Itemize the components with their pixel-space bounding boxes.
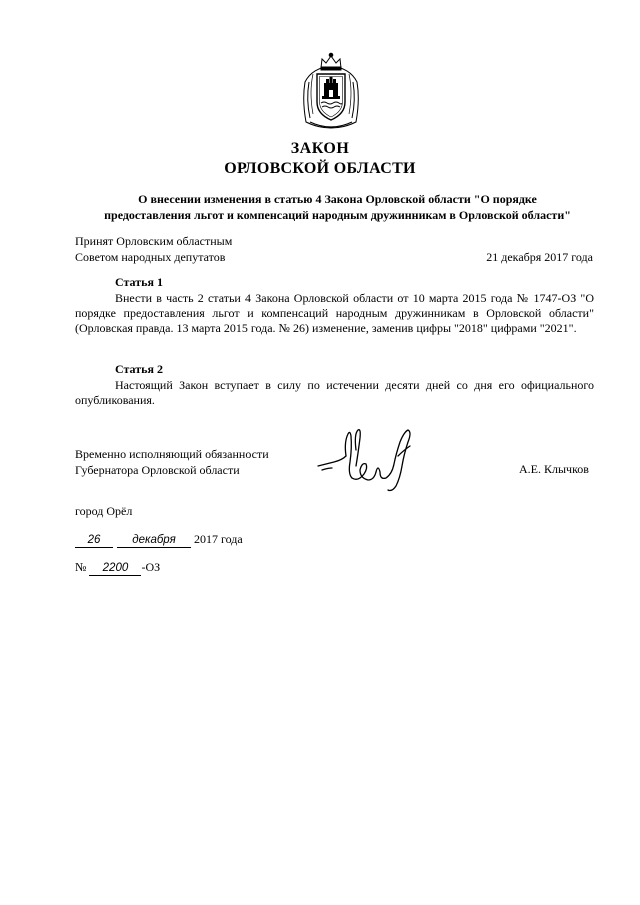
article-1-body: Внести в часть 2 статьи 4 Закона Орловской области от 10 марта 2015 года № 1747-ОЗ "О порядке предоставления льгот и компенсаций народным дружинникам в Орловской области" (Орловская правда. 13 марта 2015 года. № 26) изменение, заменив цифры "2018" цифрами "2021". xyxy=(75,291,594,335)
signing-month: декабря xyxy=(117,534,191,548)
article-2-body: Настоящий Закон вступает в силу по истечении десяти дней со дня его официального опубликования. xyxy=(75,378,594,407)
governor-name: А.Е. Клычков xyxy=(519,462,589,476)
adopted-date: 21 декабря 2017 года xyxy=(486,250,593,264)
number-suffix: -ОЗ xyxy=(141,560,161,574)
adopted-line-1: Принят Орловским областным xyxy=(75,234,233,248)
adopted-line-2: Советом народных депутатов xyxy=(75,250,226,264)
signing-day: 26 xyxy=(75,534,113,548)
handwritten-signature xyxy=(316,420,426,500)
position-line-1: Временно исполняющий обязанности xyxy=(75,447,269,461)
signing-year: 2017 года xyxy=(194,532,243,546)
position-line-2: Губернатора Орловской области xyxy=(75,463,240,477)
law-number-value: 2200 xyxy=(89,562,141,576)
subtitle-line-1: О внесении изменения в статью 4 Закона Орловской области "О порядке xyxy=(138,192,537,206)
article-1-title: Статья 1 xyxy=(115,275,163,289)
article-2-title: Статья 2 xyxy=(115,362,163,376)
signing-city: город Орёл xyxy=(75,504,133,518)
subtitle-line-2: предоставления льгот и компенсаций народным дружинникам в Орловской области" xyxy=(104,208,571,222)
signing-date xyxy=(75,532,243,548)
adopted-by xyxy=(75,233,232,265)
number-sign: № xyxy=(75,560,87,574)
coat-of-arms-emblem xyxy=(300,52,362,132)
law-number xyxy=(75,560,160,576)
law-region-title: ОРЛОВСКОЙ ОБЛАСТИ xyxy=(224,160,416,177)
law-title: ЗАКОН xyxy=(290,140,350,157)
article-1-text xyxy=(75,291,594,336)
article-2-text xyxy=(75,378,594,408)
signatory-position xyxy=(75,446,269,478)
law-subtitle xyxy=(75,191,600,223)
